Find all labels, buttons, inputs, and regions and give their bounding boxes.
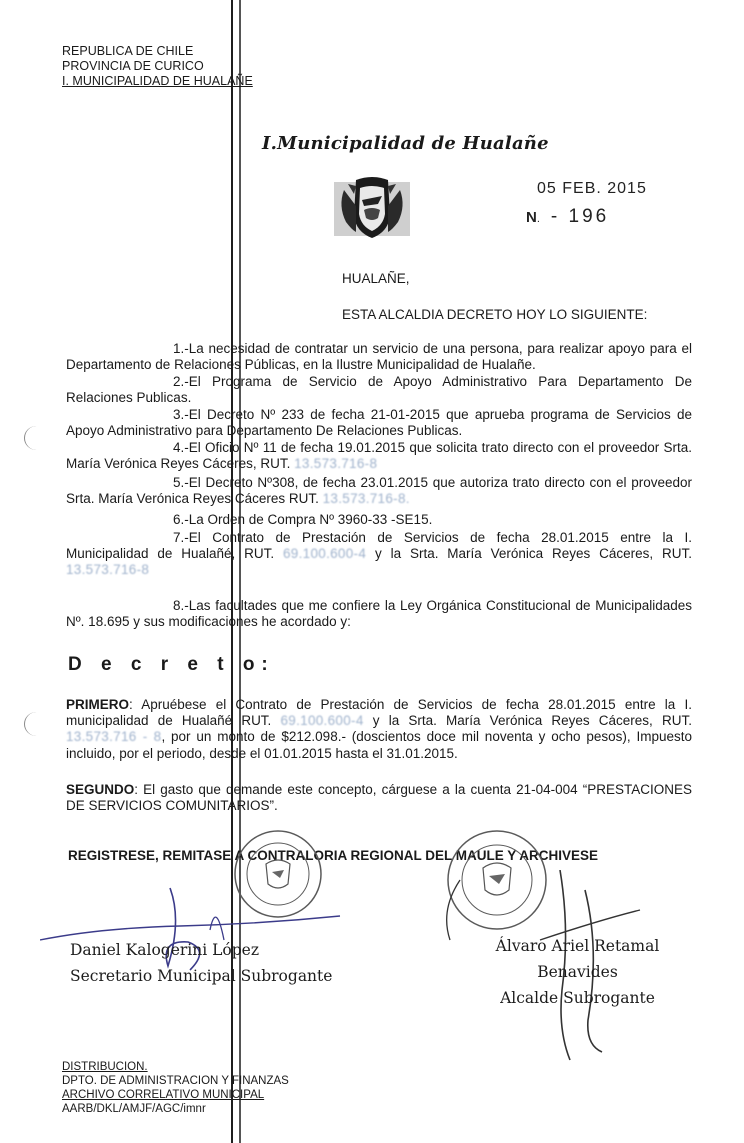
decree-number-stamp <box>526 206 609 228</box>
article-primero <box>66 697 692 762</box>
consideration-5-text: 5.-El Decreto Nº308, de fecha 23.01.2015 que autoriza trato directo con el proveedor Srta. María Verónica Reyes Cáceres RUT. <box>66 475 692 507</box>
signatory-left-name: Daniel Kalogerini López <box>70 941 259 959</box>
redacted-rut-municipality: 69.100.600-4 <box>280 713 364 729</box>
consideration-1: 1.-La necesidad de contratar un servicio de una persona, para realizar apoyo para el Departamento de Relaciones Públicas, en la Ilustre Municipalidad de Hualañe. <box>66 341 692 373</box>
consideration-7 <box>66 530 692 579</box>
number-prefix-dot: . <box>536 213 543 225</box>
article-primero-label: PRIMERO <box>66 697 130 712</box>
consideration-4-text: 4.-El Oficio Nº 11 de fecha 19.01.2015 que solicita trato directo con el proveedor Srta. María Verónica Reyes Cáceres, RUT. <box>66 440 692 472</box>
consideration-2: 2.-El Programa de Servicio de Apoyo Administrativo Para Departamento De Relaciones Publicas. <box>66 374 692 406</box>
decree-intro: ESTA ALCALDIA DECRETO HOY LO SIGUIENTE: <box>342 307 648 322</box>
article-segundo <box>66 782 692 814</box>
signatory-left <box>70 937 332 989</box>
punch-hole-top <box>24 426 49 450</box>
municipal-seal-right-icon <box>445 828 549 932</box>
header-province: PROVINCIA DE CURICO <box>62 59 204 73</box>
distribution-line-1: DPTO. DE ADMINISTRACION Y FINANZAS <box>62 1075 289 1087</box>
municipal-coat-of-arms-icon <box>334 176 410 242</box>
date-stamp: 05 FEB. 2015 <box>537 180 647 197</box>
article-primero-text-b: y la Srta. María Verónica Reyes Cáceres, RUT. <box>372 713 692 729</box>
article-segundo-text: : El gasto que demande este concepto, cárguese a la cuenta 21-04-004 “PRESTACIONES DE SERVICIOS COMUNITARIOS”. <box>66 782 692 814</box>
consideration-5 <box>66 475 692 507</box>
decree-heading: D e c r e t o: <box>68 654 275 675</box>
article-segundo-label: SEGUNDO <box>66 782 135 797</box>
redacted-rut: 13.573.716-8 <box>66 562 150 578</box>
consideration-7-text-b: y la Srta. María Verónica Reyes Cáceres, RUT. <box>375 546 692 562</box>
signatory-right-role: Alcalde Subrogante <box>500 989 655 1007</box>
article-primero-text-a: : Apruébese el Contrato de Prestación de Servicios de fecha 28.01.2015 entre la I. municipalidad de Hualañé RUT. <box>66 697 692 729</box>
header-republic: REPUBLICA DE CHILE <box>62 44 194 58</box>
distribution-heading: DISTRIBUCION. <box>62 1061 148 1073</box>
consideration-3: 3.-El Decreto Nº 233 de fecha 21-01-2015 que aprueba programa de Servicios de Apoyo Administrativo para Departamento De Relaciones Publicas. <box>66 407 692 439</box>
consideration-4 <box>66 440 692 472</box>
article-primero-text-c: , por un monto de $212.098.- (doscientos doce mil noventa y ocho pesos), Impuesto incluido, por el periodo, desde el 01.01.2015 hasta el 31.01.2015. <box>66 729 692 761</box>
distribution-line-2: ARCHIVO CORRELATIVO MUNICIPAL <box>62 1089 265 1101</box>
signatory-right-name: Álvaro Ariel Retamal Benavides <box>495 937 660 981</box>
redacted-rut-municipality: 69.100.600-4 <box>282 546 367 562</box>
redacted-rut: 13.573.716-8 <box>294 456 378 472</box>
registrese-line: REGISTRESE, REMITASE A CONTRALORIA REGIONAL DEL MAULE Y ARCHIVESE <box>68 848 599 863</box>
place-heading: HUALAÑE, <box>342 271 410 286</box>
decree-number: - 196 <box>550 206 610 227</box>
municipal-seal-left-icon <box>232 828 324 920</box>
signatory-right <box>455 933 700 1011</box>
signatory-left-role: Secretario Municipal Subrogante <box>70 967 333 985</box>
redacted-rut: 13.573.716 - 8 <box>66 729 162 745</box>
punch-hole-bottom <box>24 712 49 736</box>
consideration-6: 6.-La Orden de Compra Nº 3960-33 -SE15. <box>173 512 433 527</box>
number-prefix: N <box>526 209 537 226</box>
consideration-7-text-a: 7.-El Contrato de Prestación de Servicios de fecha 28.01.2015 entre la I. Municipalidad de Hualañé, RUT. <box>66 530 692 562</box>
header-municipality: I. MUNICIPALIDAD DE HUALAÑE <box>62 74 253 88</box>
consideration-8: 8.-Las facultades que me confiere la Ley Orgánica Constitucional de Municipalidades Nº. 18.695 y sus modificaciones he acordado y: <box>66 598 692 630</box>
document-title: I.Municipalidad de Hualañe <box>262 133 549 154</box>
redacted-rut: 13.573.716-8. <box>322 491 410 507</box>
distribution-line-3: AARB/DKL/AMJF/AGC/imnr <box>62 1103 206 1115</box>
